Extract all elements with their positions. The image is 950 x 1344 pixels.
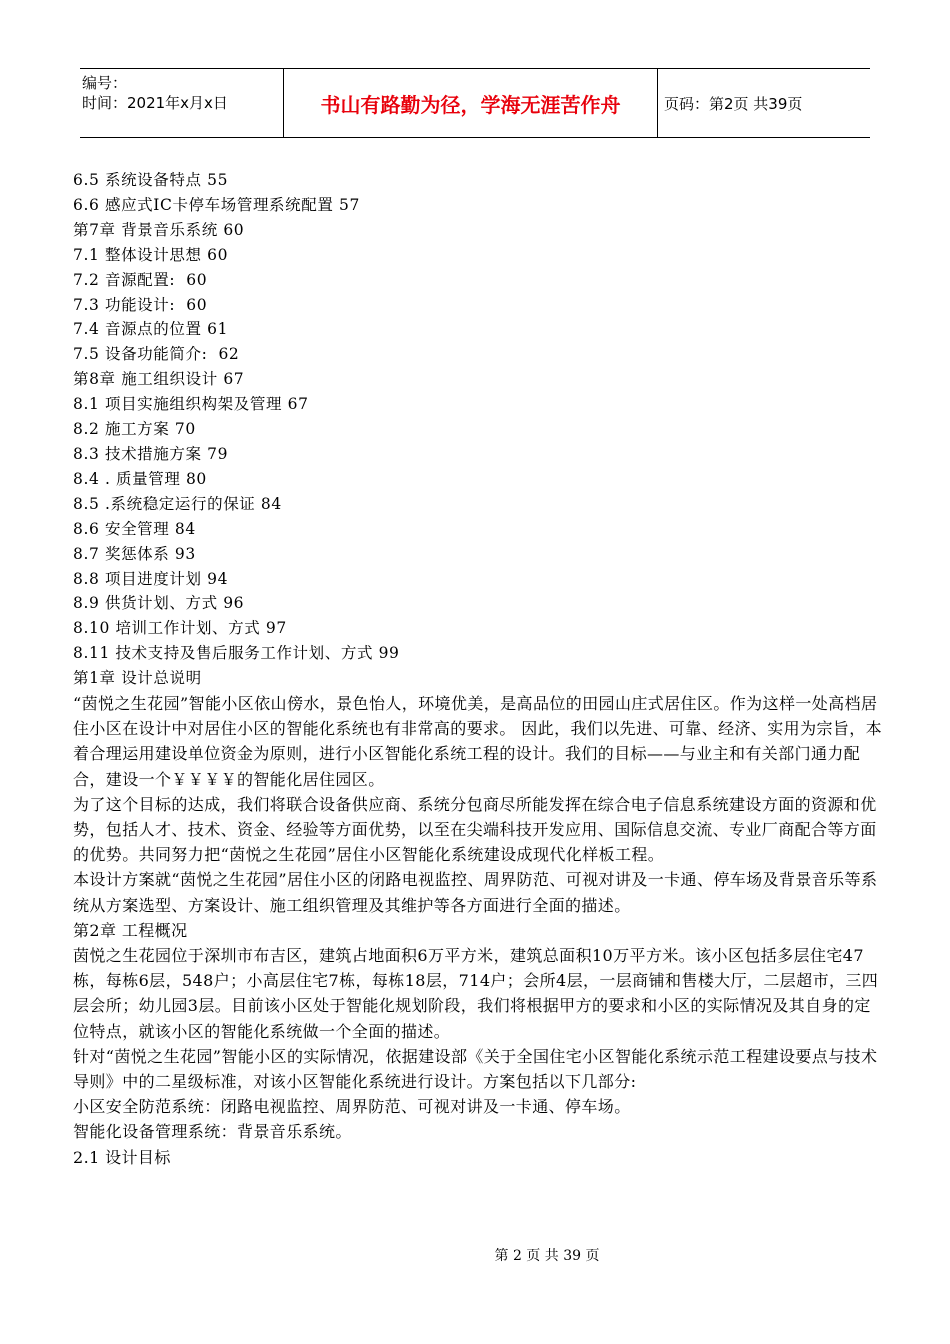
toc-entry: 8.10 培训工作计划、方式 97 [73, 619, 287, 638]
paragraph: 针对“茵悦之生花园”智能小区的实际情况，依据建设部《关于全国住宅小区智能化系统示范工程建设要点与技术导则》中的二星级标准，对该小区智能化系统进行设计。方案包括以下几部分: [73, 1046, 878, 1092]
document-number-label: 编号： [82, 74, 128, 92]
paragraph: 本设计方案就“茵悦之生花园”居住小区的闭路电视监控、周界防范、可视对讲及一卡通、停车场及背景音乐等系统从方案选型、方案设计、施工组织管理及其维护等各方面进行全面的描述。 [73, 870, 878, 915]
header-motto: 书山有路勤为径，学海无涯苦作舟 [283, 69, 658, 137]
toc-entry: 6.6 感应式IC卡停车场管理系统配置 57 [73, 195, 360, 214]
toc-entry: 8.8 项目进度计划 94 [73, 569, 229, 588]
chapter-heading: 第2章 工程概况 [73, 920, 188, 940]
document-date-label: 时间：2021年x月x日 [82, 94, 228, 112]
header-meta [80, 69, 283, 137]
section-heading: 2.1 设计目标 [73, 1147, 171, 1167]
toc-entry: 第1章 设计总说明 [73, 669, 202, 688]
toc-entry: 7.1 整体设计思想 60 [73, 245, 229, 264]
toc-entry: 8.7 奖惩体系 93 [73, 544, 196, 563]
paragraph: 小区安全防范系统：闭路电视监控、周界防范、可视对讲及一卡通、停车场。 [73, 1097, 631, 1117]
toc-entry: 7.4 音源点的位置 61 [73, 320, 229, 339]
toc-entry: 8.1 项目实施组织构架及管理 67 [73, 395, 309, 414]
toc-entry: 7.2 音源配置: 60 [73, 270, 208, 289]
paragraph: 茵悦之生花园位于深圳市布吉区，建筑占地面积6万平方米，建筑总面积10万平方米。该小区包括多层住宅47栋，每栋6层，548户；小高层住宅7栋，每栋18层，714户；会所4层，一层商铺和售楼大厅，二层超市，三四层会所；幼儿园3层。目前该小区处于智能化规划阶段，我们将根据甲方的要求和小区的实际情况及其自身的定位特点，就该小区的智能化系统做一个全面的描述。 [73, 946, 879, 1041]
toc-entry: 8.3 技术措施方案 79 [73, 444, 229, 463]
toc-entry: 6.5 系统设备特点 55 [73, 171, 229, 189]
paragraph: “茵悦之生花园”智能小区依山傍水，景色怡人，环境优美，是高品位的田园山庄式居住区。作为这样一处高档居住小区在设计中对居住小区的智能化系统也有非常高的要求。 因此，我们以先进、可靠、经济、实用为宗旨，本着合理运用建设单位资金为原则，进行小区智能化系统工程的设计。我们的目标——与业主和有关部门通力配合，建设一个￥￥￥￥的智能化居住园区。 [73, 694, 883, 789]
paragraph: 智能化设备管理系统：背景音乐系统。 [73, 1122, 352, 1142]
toc-entry: 8.9 供货计划、方式 96 [73, 594, 245, 613]
page-footer [0, 1245, 950, 1265]
toc-entry: 7.3 功能设计: 60 [73, 295, 208, 314]
toc-entry: 8.11 技术支持及售后服务工作计划、方式 99 [73, 644, 400, 663]
toc-entry: 8.2 施工方案 70 [73, 420, 196, 439]
document-body [73, 691, 885, 1170]
toc-entry: 8.4 . 质量管理 80 [73, 469, 207, 488]
toc-entry: 8.5 .系统稳定运行的保证 84 [73, 494, 282, 513]
table-of-contents [73, 168, 873, 691]
toc-entry: 8.6 安全管理 84 [73, 519, 196, 538]
toc-entry: 第8章 施工组织设计 67 [73, 370, 245, 389]
paragraph: 为了这个目标的达成，我们将联合设备供应商、系统分包商尽所能发挥在综合电子信息系统建设方面的资源和优势，包括人才、技术、资金、经验等方面优势，以至在尖端科技开发应用、国际信息交流、专业厂商配合等方面的优势。共同努力把“茵悦之生花园”居住小区智能化系统建设成现代化样板工程。 [73, 794, 877, 865]
footer-page-number: 第 2 页 共 39 页 [494, 1248, 600, 1264]
toc-entry: 第7章 背景音乐系统 60 [73, 220, 245, 239]
header-page-info: 页码：第2页 共39页 [664, 94, 803, 113]
toc-entry: 7.5 设备功能简介: 62 [73, 345, 240, 364]
page-header [80, 68, 870, 138]
